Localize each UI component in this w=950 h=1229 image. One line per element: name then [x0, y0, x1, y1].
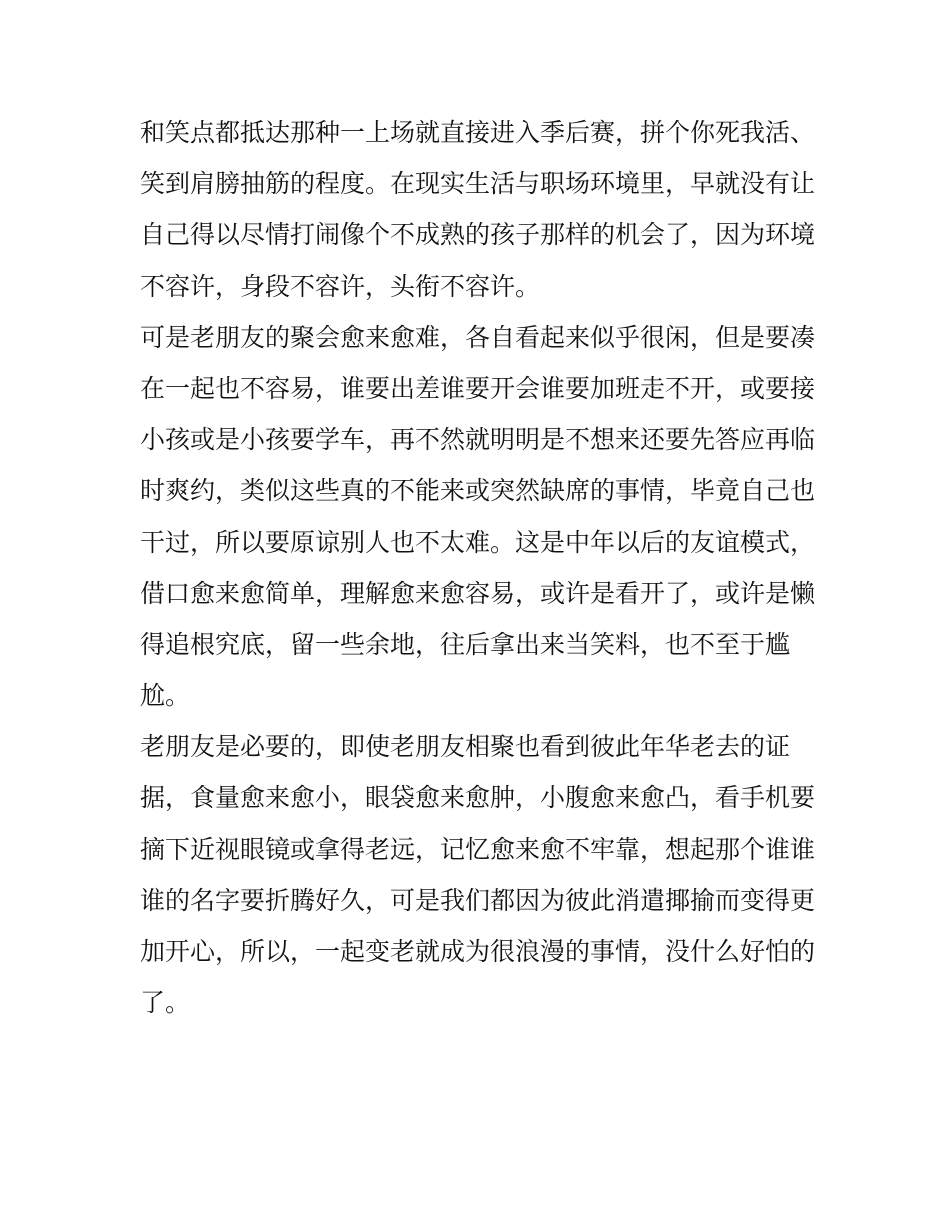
text-line: 借口愈来愈简单，理解愈来愈容易，或许是看开了，或许是懒	[140, 578, 816, 608]
text-line: 不容许，身段不容许，头衔不容许。	[140, 271, 541, 301]
text-line: 笑到肩膀抽筋的程度。在现实生活与职场环境里，早就没有让	[140, 169, 816, 199]
text-line: 自己得以尽情打闹像个不成熟的孩子那样的机会了，因为环境	[140, 220, 816, 250]
text-line: 了。	[140, 988, 191, 1018]
text-line: 老朋友是必要的，即使老朋友相聚也看到彼此年华老去的证	[140, 732, 791, 762]
text-line: 摘下近视眼镜或拿得老远，记忆愈来愈不牢靠，想起那个谁谁	[140, 834, 816, 864]
text-line: 在一起也不容易，谁要出差谁要开会谁要加班走不开，或要接	[140, 373, 816, 403]
text-line: 据，食量愈来愈小，眼袋愈来愈肿，小腹愈来愈凸，看手机要	[140, 783, 816, 813]
body-text	[140, 107, 830, 1028]
text-line: 可是老朋友的聚会愈来愈难，各自看起来似乎很闲，但是要凑	[140, 322, 816, 352]
text-line: 小孩或是小孩要学车，再不然就明明是不想来还要先答应再临	[140, 425, 816, 455]
text-line: 尬。	[140, 681, 191, 711]
text-line: 干过，所以要原谅别人也不太难。这是中年以后的友谊模式，	[140, 527, 816, 557]
text-line: 谁的名字要折腾好久，可是我们都因为彼此消遣揶揄而变得更	[140, 885, 816, 915]
text-line: 得追根究底，留一些余地，往后拿出来当笑料，也不至于尴	[140, 629, 791, 659]
text-line: 时爽约，类似这些真的不能来或突然缺席的事情，毕竟自己也	[140, 476, 816, 506]
text-line: 加开心，所以，一起变老就成为很浪漫的事情，没什么好怕的	[140, 937, 816, 966]
text-line: 和笑点都抵达那种一上场就直接进入季后赛，拼个你死我活、	[140, 118, 816, 147]
